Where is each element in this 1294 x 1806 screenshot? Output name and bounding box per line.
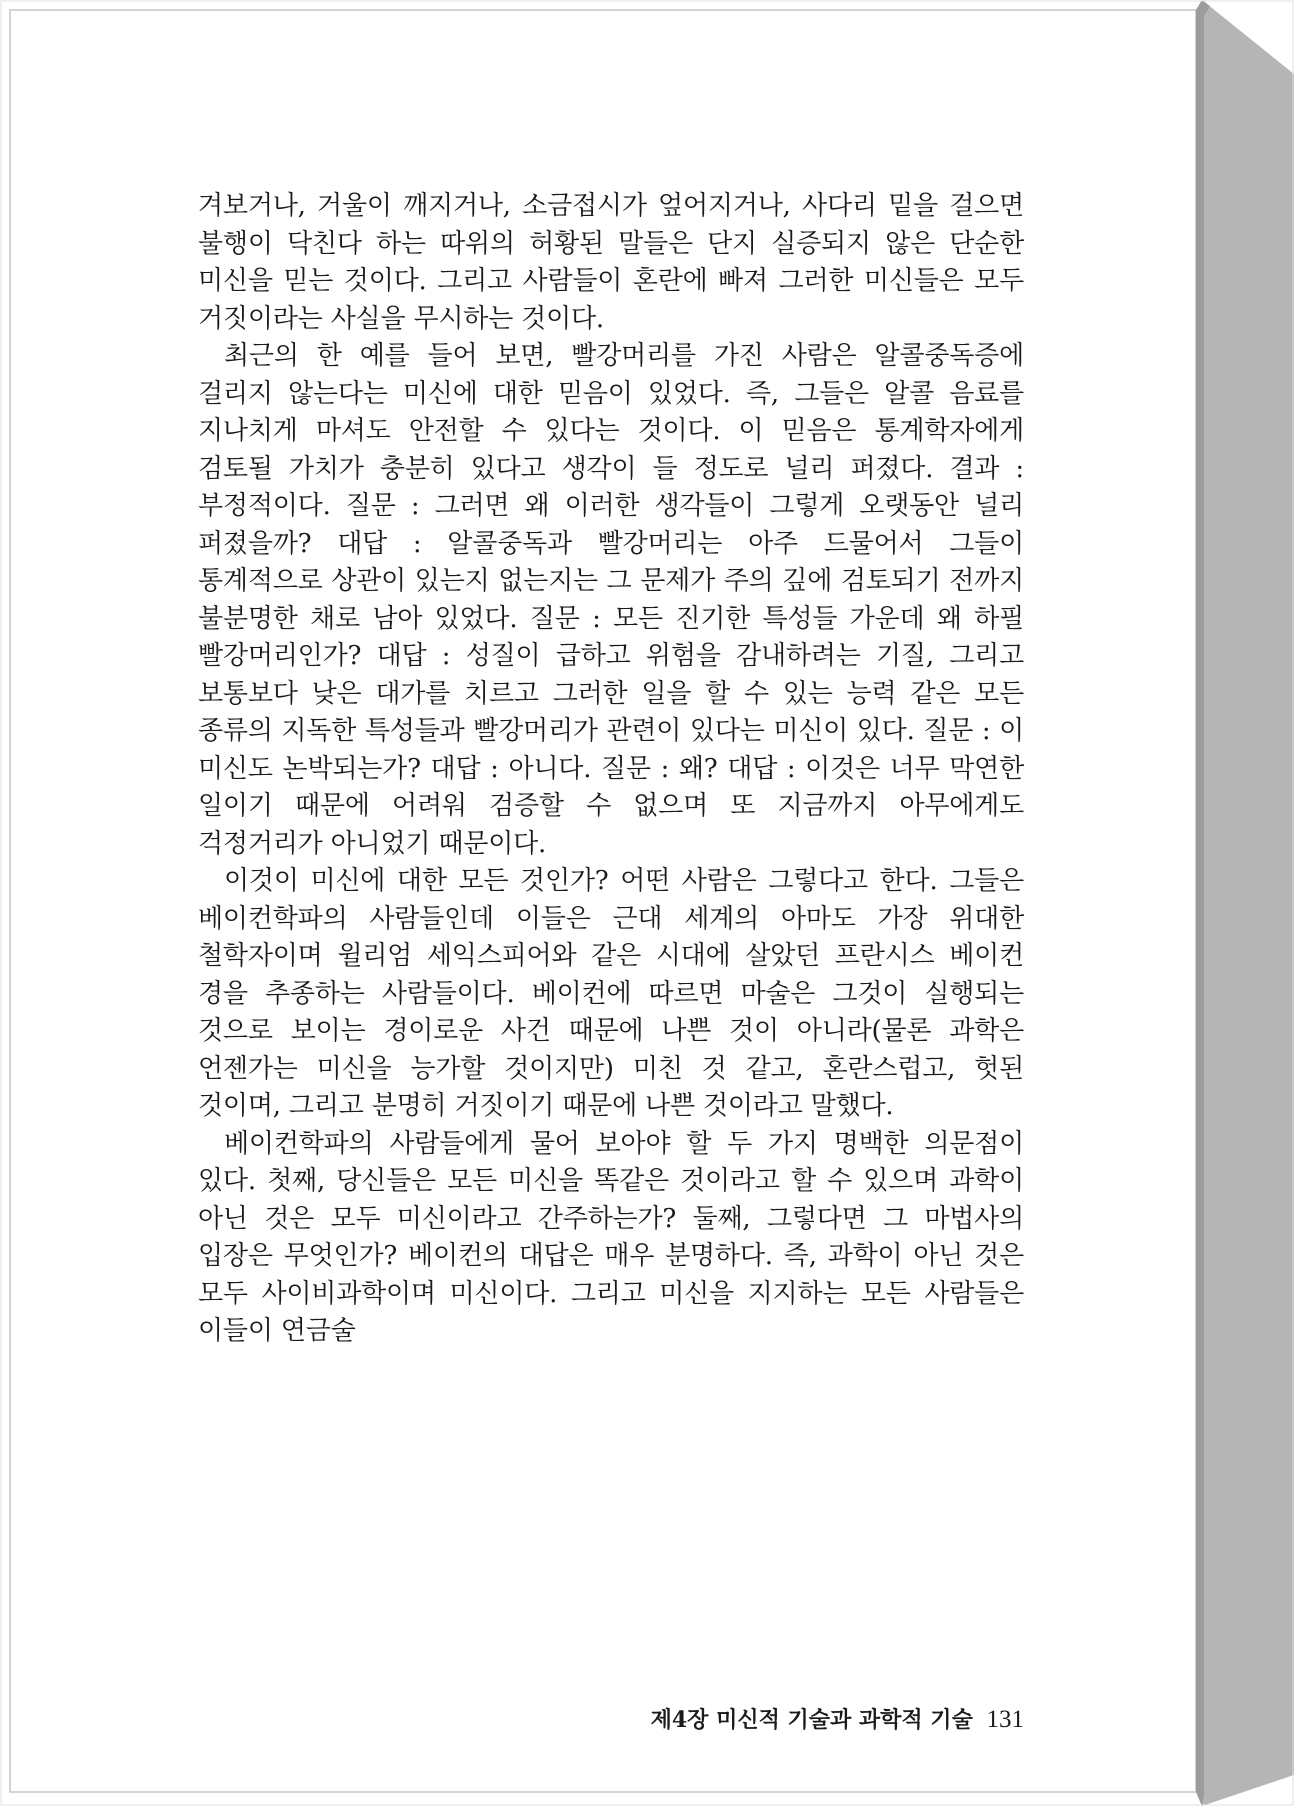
body-text: [198, 188, 1024, 1351]
paragraph: 이것이 미신에 대한 모든 것인가? 어떤 사람은 그렇다고 한다. 그들은 베이컨학파의 사람들인데 이들은 근대 세계의 아마도 가장 위대한 철학자이며 윌리엄 세익스피어와 같은 시대에 살았던 프란시스 베이컨 경을 추종하는 사람들이다. 베이컨에 따르면 마술은 그것이 실행되는 것으로 보이는 경이로운 사건 때문에 나쁜 것이 아니라(물론 과학은 언젠가는 미신을 능가할 것이지만) 미친 것 같고, 혼란스럽고, 헛된 것이며, 그리고 분명히 거짓이기 때문에 나쁜 것이라고 말했다.: [198, 866, 1024, 1121]
paragraph: 베이컨학파의 사람들에게 물어 보아야 할 두 가지 명백한 의문점이 있다. 첫째, 당신들은 모든 미신을 똑같은 것이라고 할 수 있으며 과학이 아닌 것은 모두 미신이라고 간주하는가? 둘째, 그렇다면 그 마법사의 입장은 무엇인가? 베이컨의 대답은 매우 분명하다. 즉, 과학이 아닌 것은 모두 사이비과학이며 미신이다. 그리고 미신을 지지하는 모든 사람들은 이들이 연금술: [198, 1128, 1024, 1346]
chapter-title: 제4장 미신적 기술과 과학적 기술: [650, 1707, 973, 1733]
paragraph: 최근의 한 예를 들어 보면, 빨강머리를 가진 사람은 알콜중독증에 걸리지 않는다는 미신에 대한 믿음이 있었다. 즉, 그들은 알콜 음료를 지나치게 마셔도 안전할 수 있다는 것이다. 이 믿음은 통계학자에게 검토될 가치가 충분히 있다고 생각이 들 정도로 널리 퍼졌다. 결과 : 부정적이다. 질문 : 그러면 왜 이러한 생각들이 그렇게 오랫동안 널리 퍼졌을까? 대답 : 알콜중독과 빨강머리는 아주 드물어서 그들이 통계적으로 상관이 있는지 없는지는 그 문제가 주의 깊에 검토되기 전까지 불분명한 채로 남아 있었다. 질문 : 모든 진기한 특성들 가운데 왜 하필 빨강머리인가? 대답 : 성질이 급하고 위험을 감내하려는 기질, 그리고 보통보다 낮은 대가를 치르고 그러한 일을 할 수 있는 능력 같은 모든 종류의 지독한 특성들과 빨강머리가 관련이 있다는 미신이 있다. 질문 : 이 미신도 논박되는가? 대답 : 아니다. 질문 : 왜? 대답 : 이것은 너무 막연한 일이기 때문에 어려워 검증할 수 없으며 또 지금까지 아무에게도 걱정거리가 아니었기 때문이다.: [198, 341, 1024, 859]
paragraph: 겨보거나, 거울이 깨지거나, 소금접시가 엎어지거나, 사다리 밑을 걸으면 불행이 닥친다 하는 따위의 허황된 말들은 단지 실증되지 않은 단순한 미신을 믿는 것이다. 그리고 사람들이 혼란에 빠져 그러한 미신들은 모두 거짓이라는 사실을 무시하는 것이다.: [198, 191, 1024, 334]
running-footer: [560, 1703, 1024, 1734]
book-edge: [1196, 0, 1294, 1806]
page-number: 131: [986, 1706, 1024, 1733]
